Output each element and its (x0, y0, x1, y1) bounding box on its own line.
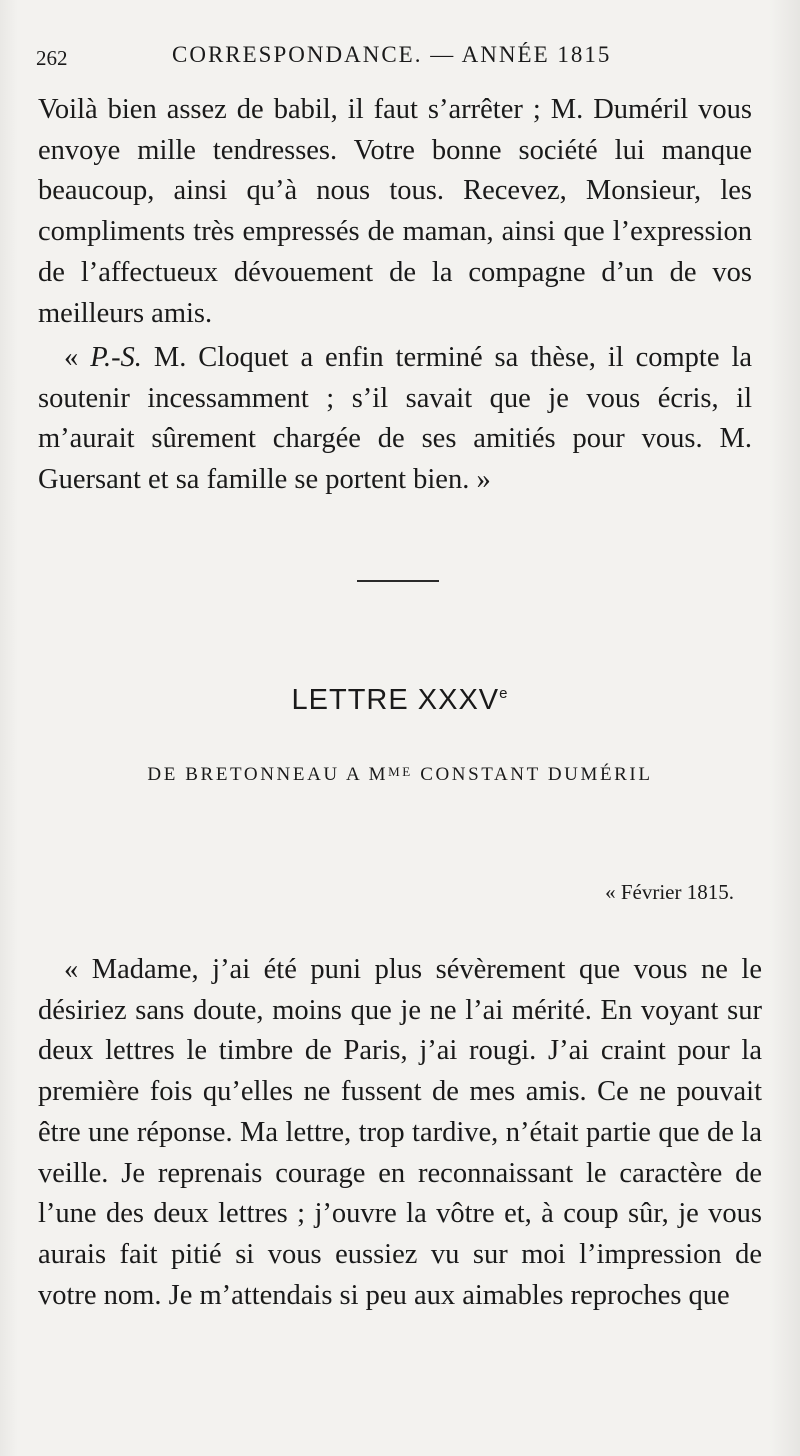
running-title: CORRESPONDANCE. — ANNÉE 1815 (172, 42, 612, 67)
letter-subtitle-before: DE BRETONNEAU A M (147, 764, 389, 785)
letter-subtitle-mme: ME (388, 764, 413, 779)
postscript-label: P.-S. (90, 342, 142, 373)
letter-title-text: LETTRE XXXV (291, 684, 500, 716)
page-header (36, 40, 756, 76)
closing-paragraph-block (38, 90, 752, 334)
letter-body-block (38, 950, 762, 1316)
letter-subtitle-after: CONSTANT DUMÉRIL (412, 764, 653, 785)
letter-opening-paragraph: « Madame, j’ai été puni plus sévèrement que vous ne le désiriez sans doute, moins que je ne l’ai mérité. En voyant sur deux lettres le timbre de Paris, j’ai rougi. J’ai craint pour la première fois qu’elles ne fussent de mes amis. Ce ne pouvait être une réponse. Ma lettre, trop tardive, n’était partie que de la veille. Je reprenais courage en reconnaissant le caractère de l’une des deux lettres ; j’ouvre la vôtre et, à coup sûr, je vous aurais fait pitié si vous eussiez vu sur moi l’impression de votre nom. Je m’attendais si peu aux aimables reproches que (38, 954, 762, 1311)
letter-title-suffix: e (499, 685, 509, 702)
postscript-text: M. Cloquet a enfin terminé sa thèse, il compte la soutenir incessamment ; s’il savait que je vous écris, il m’aurait sûrement chargée de ses amitiés pour vous. M. Guersant et sa famille se portent bien. » (38, 342, 753, 496)
postscript-block (38, 338, 752, 501)
letter-date: « Février 1815. (605, 880, 734, 904)
letter-title (0, 684, 800, 717)
postscript-paragraph (38, 338, 752, 501)
page-number: 262 (36, 46, 68, 70)
postscript-open-quote: « (64, 342, 91, 373)
section-separator (357, 580, 439, 582)
closing-paragraph: Voilà bien assez de babil, il faut s’arrêter ; M. Duméril vous envoye mille tendresses. Votre bonne société lui manque beaucoup, ainsi qu’à nous tous. Recevez, Monsieur, les compliments très empressés de maman, ainsi que l’expression de l’affectueux dévouement de la compagne d’un de vos meilleurs amis. (38, 94, 752, 329)
letter-subtitle (0, 764, 800, 786)
